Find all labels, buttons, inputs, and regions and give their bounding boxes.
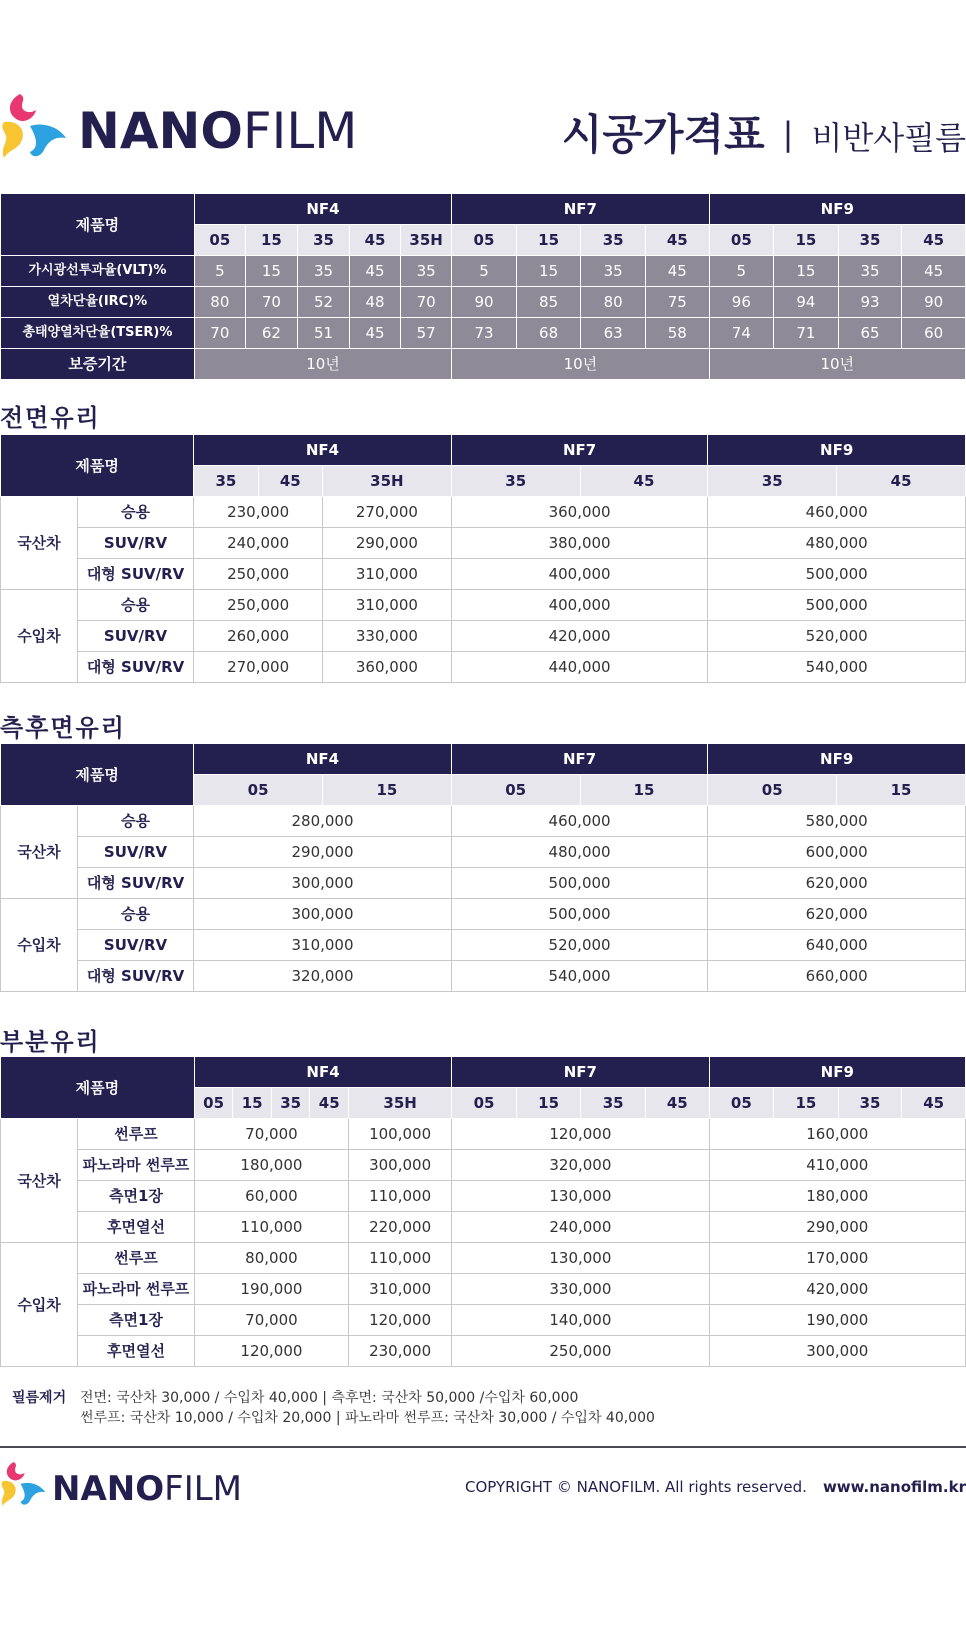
price-cell: 410,000 <box>709 1150 965 1181</box>
price-cell: 180,000 <box>194 1150 348 1181</box>
spec-row-vlt <box>1 256 966 287</box>
table-cell: 68 <box>516 318 581 349</box>
price-cell: 540,000 <box>708 652 966 683</box>
sub-header: 45 <box>902 1088 966 1119</box>
table-cell: 90 <box>902 287 966 318</box>
sub-header: 05 <box>194 1088 233 1119</box>
price-cell: 300,000 <box>349 1150 452 1181</box>
vehicle-type: SUV/RV <box>77 528 193 559</box>
table-cell: 70 <box>401 287 452 318</box>
spec-table <box>0 193 966 380</box>
sub-header: 15 <box>837 775 966 806</box>
table-cell: 58 <box>645 318 709 349</box>
table-cell: 35 <box>297 256 349 287</box>
website-link[interactable]: www.nanofilm.kr <box>822 1478 966 1496</box>
price-cell: 420,000 <box>709 1274 965 1305</box>
price-cell: 250,000 <box>194 590 323 621</box>
page-header <box>0 92 966 172</box>
table-row <box>1 961 966 992</box>
price-cell: 120,000 <box>452 1119 709 1150</box>
warranty-nf9: 10년 <box>709 349 965 380</box>
price-cell: 320,000 <box>452 1150 709 1181</box>
table-cell: 62 <box>245 318 297 349</box>
category-label: 국산차 <box>1 497 78 590</box>
spec-row-tser <box>1 318 966 349</box>
category-label: 수입차 <box>1 1243 78 1367</box>
sub-header: 15 <box>245 225 297 256</box>
price-cell: 240,000 <box>194 528 323 559</box>
sub-header: 35H <box>401 225 452 256</box>
group-header-nf4: NF4 <box>194 744 452 775</box>
sub-header: 05 <box>194 775 323 806</box>
price-cell: 180,000 <box>709 1181 965 1212</box>
table-cell: 85 <box>516 287 581 318</box>
table-cell: 51 <box>297 318 349 349</box>
price-cell: 190,000 <box>194 1274 348 1305</box>
price-cell: 230,000 <box>349 1336 452 1367</box>
table-cell: 35 <box>581 256 646 287</box>
sub-header: 05 <box>709 1088 774 1119</box>
table-row <box>1 621 966 652</box>
product-name-header: 제품명 <box>1 194 195 256</box>
vehicle-type: 대형 SUV/RV <box>77 868 193 899</box>
row-label: 열차단율(IRC)% <box>1 287 195 318</box>
sub-header: 45 <box>350 225 401 256</box>
group-header-nf4: NF4 <box>194 435 452 466</box>
sub-header: 05 <box>194 225 245 256</box>
table-cell: 45 <box>350 318 401 349</box>
row-label: 보증기간 <box>1 349 195 380</box>
price-cell: 500,000 <box>451 899 708 930</box>
vehicle-type: SUV/RV <box>77 621 193 652</box>
group-header-nf7: NF7 <box>451 435 708 466</box>
price-cell: 600,000 <box>708 837 966 868</box>
section-title-side: 측후면유리 <box>0 714 126 742</box>
price-cell: 480,000 <box>451 837 708 868</box>
table-row <box>1 1305 966 1336</box>
table-cell: 63 <box>581 318 646 349</box>
table-cell: 73 <box>452 318 517 349</box>
price-cell: 70,000 <box>194 1119 348 1150</box>
film-removal-line-2: 썬루프: 국산차 10,000 / 수입차 20,000 | 파노라마 썬루프: 국산차 30,000 / 수입차 40,000 <box>80 1410 655 1426</box>
price-cell: 500,000 <box>708 559 966 590</box>
price-cell: 300,000 <box>709 1336 965 1367</box>
table-cell: 52 <box>297 287 349 318</box>
table-row <box>1 1150 966 1181</box>
sub-header: 45 <box>580 466 708 497</box>
product-name-header: 제품명 <box>1 744 194 806</box>
group-header-nf9: NF9 <box>708 435 966 466</box>
table-row <box>1 1243 966 1274</box>
table-cell: 71 <box>774 318 839 349</box>
price-cell: 380,000 <box>451 528 708 559</box>
vehicle-type: 승용 <box>77 590 193 621</box>
price-cell: 310,000 <box>349 1274 452 1305</box>
price-cell: 70,000 <box>194 1305 348 1336</box>
nanofilm-logo-icon <box>0 1460 48 1516</box>
price-cell: 120,000 <box>349 1305 452 1336</box>
price-cell: 330,000 <box>322 621 451 652</box>
vehicle-type: 승용 <box>77 806 193 837</box>
price-cell: 400,000 <box>451 559 708 590</box>
price-cell: 520,000 <box>451 930 708 961</box>
price-cell: 250,000 <box>194 559 323 590</box>
vehicle-type: 측면1장 <box>78 1305 195 1336</box>
vehicle-type: 대형 SUV/RV <box>77 559 193 590</box>
vehicle-type: 측면1장 <box>78 1181 195 1212</box>
table-cell: 94 <box>774 287 839 318</box>
vehicle-type: 승용 <box>77 899 193 930</box>
price-cell: 140,000 <box>452 1305 709 1336</box>
table-cell: 57 <box>401 318 452 349</box>
table-row <box>1 652 966 683</box>
price-cell: 260,000 <box>194 621 323 652</box>
price-cell: 190,000 <box>709 1305 965 1336</box>
table-cell: 60 <box>902 318 966 349</box>
table-cell: 15 <box>245 256 297 287</box>
sub-header: 15 <box>774 1088 839 1119</box>
price-cell: 80,000 <box>194 1243 348 1274</box>
table-row <box>1 899 966 930</box>
price-cell: 360,000 <box>322 652 451 683</box>
category-label: 수입차 <box>1 899 78 992</box>
warranty-nf4: 10년 <box>194 349 451 380</box>
price-cell: 620,000 <box>708 899 966 930</box>
group-header-nf7: NF7 <box>451 744 708 775</box>
price-cell: 160,000 <box>709 1119 965 1150</box>
table-cell: 75 <box>645 287 709 318</box>
table-cell: 5 <box>194 256 245 287</box>
vehicle-type: SUV/RV <box>77 930 193 961</box>
table-row <box>1 1212 966 1243</box>
price-cell: 110,000 <box>194 1212 348 1243</box>
price-cell: 500,000 <box>708 590 966 621</box>
sub-header: 35 <box>708 466 837 497</box>
table-cell: 74 <box>709 318 774 349</box>
price-cell: 580,000 <box>708 806 966 837</box>
group-header-nf9: NF9 <box>709 1057 965 1088</box>
vehicle-type: 후면열선 <box>78 1212 195 1243</box>
front-price-table <box>0 434 966 683</box>
price-cell: 290,000 <box>709 1212 965 1243</box>
table-row <box>1 868 966 899</box>
table-cell: 15 <box>516 256 581 287</box>
price-cell: 130,000 <box>452 1181 709 1212</box>
price-cell: 250,000 <box>452 1336 709 1367</box>
sub-header: 45 <box>837 466 966 497</box>
price-cell: 130,000 <box>452 1243 709 1274</box>
price-cell: 290,000 <box>194 837 452 868</box>
group-header-nf4: NF4 <box>194 1057 451 1088</box>
side-price-table <box>0 743 966 992</box>
group-header-nf9: NF9 <box>709 194 965 225</box>
price-cell: 480,000 <box>708 528 966 559</box>
price-cell: 640,000 <box>708 930 966 961</box>
price-cell: 280,000 <box>194 806 452 837</box>
price-cell: 110,000 <box>349 1243 452 1274</box>
price-cell: 420,000 <box>451 621 708 652</box>
price-cell: 300,000 <box>194 868 452 899</box>
spec-row-warranty <box>1 349 966 380</box>
title-separator: | <box>782 115 794 153</box>
page-title <box>562 102 966 162</box>
price-cell: 620,000 <box>708 868 966 899</box>
price-cell: 460,000 <box>708 497 966 528</box>
page-subtitle: 비반사필름 <box>811 119 966 157</box>
price-cell: 110,000 <box>349 1181 452 1212</box>
sub-header: 35 <box>581 1088 646 1119</box>
table-cell: 96 <box>709 287 774 318</box>
brand-wordmark: NANOFILM <box>78 102 358 160</box>
table-row <box>1 528 966 559</box>
price-cell: 170,000 <box>709 1243 965 1274</box>
table-cell: 5 <box>452 256 517 287</box>
price-cell: 520,000 <box>708 621 966 652</box>
sub-header: 05 <box>708 775 837 806</box>
table-row <box>1 1181 966 1212</box>
sub-header: 35 <box>838 225 902 256</box>
sub-header: 45 <box>902 225 966 256</box>
price-cell: 290,000 <box>322 528 451 559</box>
vehicle-type: 후면열선 <box>78 1336 195 1367</box>
sub-header: 05 <box>709 225 774 256</box>
price-cell: 310,000 <box>322 590 451 621</box>
footer-divider <box>0 1446 966 1448</box>
sub-header: 05 <box>452 1088 517 1119</box>
price-cell: 310,000 <box>322 559 451 590</box>
table-cell: 35 <box>838 256 902 287</box>
group-header-nf9: NF9 <box>708 744 966 775</box>
section-title-partial: 부분유리 <box>0 1028 101 1056</box>
price-cell: 220,000 <box>349 1212 452 1243</box>
price-cell: 100,000 <box>349 1119 452 1150</box>
price-cell: 460,000 <box>451 806 708 837</box>
sub-header: 45 <box>645 1088 709 1119</box>
section-title-front: 전면유리 <box>0 404 101 432</box>
price-cell: 60,000 <box>194 1181 348 1212</box>
sub-header: 35H <box>349 1088 452 1119</box>
sub-header: 35 <box>194 466 258 497</box>
group-header-nf4: NF4 <box>194 194 451 225</box>
table-row <box>1 1336 966 1367</box>
price-cell: 270,000 <box>322 497 451 528</box>
price-cell: 400,000 <box>451 590 708 621</box>
table-cell: 45 <box>350 256 401 287</box>
table-cell: 90 <box>452 287 517 318</box>
footer-brand-wordmark: NANOFILM <box>52 1469 243 1509</box>
sub-header: 35 <box>451 466 580 497</box>
sub-header: 35 <box>297 225 349 256</box>
sub-header: 35H <box>322 466 451 497</box>
sub-header: 45 <box>645 225 709 256</box>
price-cell: 360,000 <box>451 497 708 528</box>
table-cell: 93 <box>838 287 902 318</box>
sub-header: 15 <box>323 775 452 806</box>
category-label: 국산차 <box>1 806 78 899</box>
price-cell: 540,000 <box>451 961 708 992</box>
sub-header: 15 <box>774 225 839 256</box>
category-label: 국산차 <box>1 1119 78 1243</box>
warranty-nf7: 10년 <box>452 349 709 380</box>
spec-row-irc <box>1 287 966 318</box>
group-header-nf7: NF7 <box>452 1057 709 1088</box>
vehicle-type: 파노라마 썬루프 <box>78 1274 195 1305</box>
table-cell: 35 <box>401 256 452 287</box>
table-row <box>1 590 966 621</box>
price-cell: 230,000 <box>194 497 323 528</box>
product-name-header: 제품명 <box>1 435 194 497</box>
table-row <box>1 930 966 961</box>
sub-header: 05 <box>451 775 580 806</box>
film-removal-label: 필름제거 <box>12 1390 67 1406</box>
table-row <box>1 1274 966 1305</box>
vehicle-type: 썬루프 <box>78 1119 195 1150</box>
vehicle-type: 대형 SUV/RV <box>77 961 193 992</box>
table-row <box>1 559 966 590</box>
table-cell: 80 <box>194 287 245 318</box>
product-name-header: 제품명 <box>1 1057 195 1119</box>
price-cell: 440,000 <box>451 652 708 683</box>
table-cell: 45 <box>902 256 966 287</box>
table-cell: 5 <box>709 256 774 287</box>
table-cell: 80 <box>581 287 646 318</box>
price-cell: 270,000 <box>194 652 323 683</box>
table-cell: 70 <box>194 318 245 349</box>
table-cell: 45 <box>645 256 709 287</box>
vehicle-type: 파노라마 썬루프 <box>78 1150 195 1181</box>
price-cell: 320,000 <box>194 961 452 992</box>
sub-header: 45 <box>258 466 322 497</box>
sub-header: 35 <box>581 225 646 256</box>
sub-header: 35 <box>271 1088 310 1119</box>
table-row <box>1 806 966 837</box>
sub-header: 15 <box>516 225 581 256</box>
sub-header: 15 <box>233 1088 272 1119</box>
price-cell: 240,000 <box>452 1212 709 1243</box>
price-cell: 500,000 <box>451 868 708 899</box>
table-cell: 48 <box>350 287 401 318</box>
price-cell: 310,000 <box>194 930 452 961</box>
table-row <box>1 1119 966 1150</box>
price-cell: 660,000 <box>708 961 966 992</box>
page-footer <box>0 1460 966 1520</box>
sub-header: 15 <box>580 775 708 806</box>
page-title-main: 시공가격표 <box>561 110 765 159</box>
group-header-nf7: NF7 <box>452 194 709 225</box>
sub-header: 05 <box>452 225 517 256</box>
price-cell: 300,000 <box>194 899 452 930</box>
vehicle-type: 대형 SUV/RV <box>77 652 193 683</box>
price-cell: 330,000 <box>452 1274 709 1305</box>
table-cell: 70 <box>245 287 297 318</box>
table-cell: 15 <box>774 256 839 287</box>
sub-header: 15 <box>516 1088 581 1119</box>
price-cell: 120,000 <box>194 1336 348 1367</box>
copyright-text: COPYRIGHT © NANOFILM. All rights reserved. <box>465 1478 807 1496</box>
sub-header: 45 <box>310 1088 349 1119</box>
partial-price-table <box>0 1056 966 1367</box>
row-label: 가시광선투과율(VLT)% <box>1 256 195 287</box>
table-cell: 65 <box>838 318 902 349</box>
nanofilm-logo-icon <box>0 92 70 172</box>
vehicle-type: 썬루프 <box>78 1243 195 1274</box>
table-row <box>1 837 966 868</box>
vehicle-type: SUV/RV <box>77 837 193 868</box>
category-label: 수입차 <box>1 590 78 683</box>
film-removal-line-1: 전면: 국산차 30,000 / 수입차 40,000 | 측후면: 국산차 50,000 /수입차 60,000 <box>80 1390 579 1406</box>
sub-header: 35 <box>838 1088 902 1119</box>
vehicle-type: 승용 <box>77 497 193 528</box>
table-row <box>1 497 966 528</box>
row-label: 총태양열차단율(TSER)% <box>1 318 195 349</box>
